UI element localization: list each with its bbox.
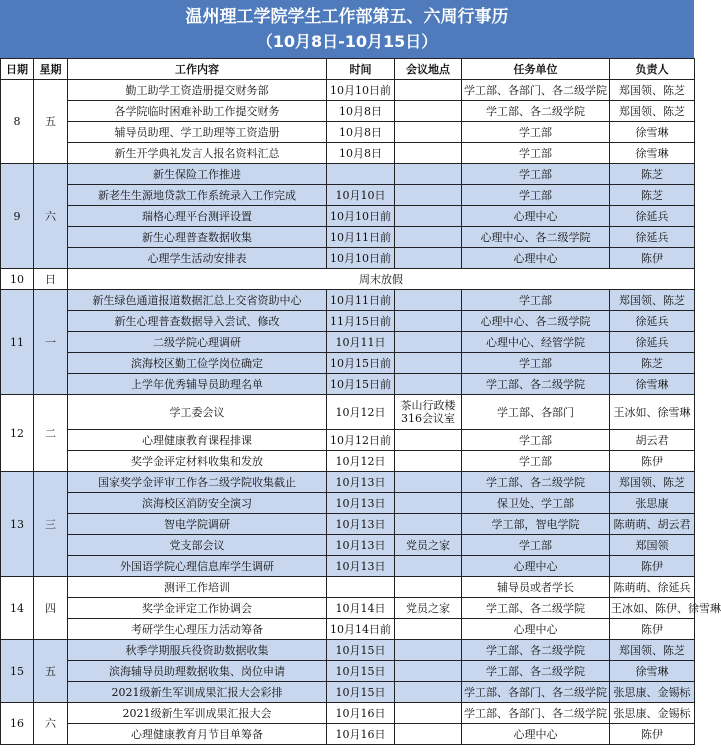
table-row [1,122,695,143]
table-row [1,101,695,122]
cell-location [395,514,462,535]
table-row [1,248,695,269]
table-row [1,353,695,374]
schedule-table [0,58,721,745]
cell-task: 新生开学典礼发言人报名资料汇总 [68,143,327,164]
cell-time: 10月10日前 [327,248,395,269]
cell-unit: 心理中心 [462,619,610,640]
cell-location [395,80,462,101]
cell-owner: 陈伊 [610,451,695,472]
cell-task: 上学年优秀辅导员助理名单 [68,374,327,395]
cell-time: 10月11日前 [327,290,395,311]
cell-time: 10月14日前 [327,619,395,640]
cell-unit: 学工部 [462,290,610,311]
table-row [1,682,695,703]
cell-task: 秋季学期服兵役资助数据收集 [68,640,327,661]
header-unit: 任务单位 [462,59,610,80]
cell-location [395,164,462,185]
cell-unit: 心理中心、经管学院 [462,332,610,353]
cell-task: 奖学金评定工作协调会 [68,598,327,619]
cell-unit: 学工部、各二级学院 [462,661,610,682]
table-row [1,493,695,514]
cell-location [395,101,462,122]
cell-owner: 陈萌萌、徐延兵 [610,577,695,598]
cell-owner: 陈芝 [610,185,695,206]
cell-owner: 陈伊 [610,248,695,269]
cell-unit: 学工部、各二级学院 [462,598,610,619]
cell-location [395,682,462,703]
table-row [1,269,695,290]
cell-task: 学工委会议 [68,395,327,430]
cell-task: 滨海校区消防安全演习 [68,493,327,514]
cell-owner: 张思康 [610,493,695,514]
cell-owner: 徐雪琳 [610,122,695,143]
cell-unit: 心理中心、各二级学院 [462,311,610,332]
cell-owner: 王冰如、徐雪琳 [610,395,695,430]
cell-task: 外国语学院心理信息库学生调研 [68,556,327,577]
cell-location [395,493,462,514]
cell-unit: 学工部、各部门、各二级学院 [462,80,610,101]
cell-unit: 学工部、各部门 [462,395,610,430]
cell-unit: 学工部 [462,430,610,451]
cell-unit: 保卫处、学工部 [462,493,610,514]
cell-time: 10月10日前 [327,206,395,227]
cell-location [395,206,462,227]
cell-time: 10月15日 [327,640,395,661]
cell-owner: 陈芝 [610,164,695,185]
table-row [1,703,695,724]
header-date: 日期 [1,59,34,80]
header-owner: 负责人 [610,59,695,80]
cell-time: 10月14日 [327,598,395,619]
cell-location [395,332,462,353]
cell-location [395,619,462,640]
table-row [1,577,695,598]
table-row [1,535,695,556]
table-row [1,143,695,164]
cell-unit: 学工部 [462,535,610,556]
cell-weekday: 二 [34,395,68,472]
cell-time: 10月16日 [327,703,395,724]
cell-location [395,290,462,311]
cell-owner: 郑国领 [610,535,695,556]
cell-location: 茶山行政楼316会议室 [395,395,462,430]
cell-time: 10月8日 [327,122,395,143]
cell-task: 新老生生源地贷款工作系统录入工作完成 [68,185,327,206]
cell-time: 10月8日 [327,101,395,122]
cell-unit: 心理中心 [462,248,610,269]
cell-location [395,122,462,143]
cell-owner: 郑国领、陈芝 [610,472,695,493]
cell-unit: 学工部、各二级学院 [462,374,610,395]
cell-location: 党员之家 [395,598,462,619]
cell-task: 心理学生活动安排表 [68,248,327,269]
cell-owner: 徐雪琳 [610,143,695,164]
cell-time: 10月13日 [327,493,395,514]
cell-task: 智电学院调研 [68,514,327,535]
cell-time: 10月11日前 [327,227,395,248]
cell-owner: 陈伊 [610,556,695,577]
cell-owner: 徐雪琳 [610,661,695,682]
cell-location [395,703,462,724]
table-row [1,640,695,661]
cell-location [395,556,462,577]
cell-owner: 张思康、金锡标 [610,682,695,703]
cell-task: 考研学生心理压力活动筹备 [68,619,327,640]
cell-task: 各学院临时困难补助工作提交财务 [68,101,327,122]
cell-unit: 学工部 [462,164,610,185]
cell-task: 勤工助学工资造册提交财务部 [68,80,327,101]
cell-time: 10月15日前 [327,374,395,395]
cell-time: 10月8日 [327,143,395,164]
cell-owner: 陈伊 [610,619,695,640]
cell-date: 8 [1,80,34,164]
cell-owner: 郑国领、陈芝 [610,101,695,122]
cell-task: 心理健康教育月节目单筹备 [68,724,327,745]
table-row [1,185,695,206]
cell-location [395,661,462,682]
cell-time: 10月10日前 [327,80,395,101]
cell-task: 二级学院心理调研 [68,332,327,353]
cell-unit: 心理中心、各二级学院 [462,227,610,248]
cell-owner: 陈伊 [610,724,695,745]
table-row [1,80,695,101]
cell-weekday: 六 [34,164,68,269]
cell-location [395,143,462,164]
cell-time: 10月13日 [327,556,395,577]
cell-time: 10月13日 [327,535,395,556]
cell-unit: 学工部 [462,122,610,143]
cell-time: 10月11日 [327,332,395,353]
cell-date: 16 [1,703,34,745]
table-row [1,556,695,577]
cell-unit: 学工部 [462,185,610,206]
table-row [1,451,695,472]
cell-unit: 学工部 [462,451,610,472]
table-row [1,619,695,640]
title-date-range: （10月8日-10月15日） [256,32,438,51]
cell-time: 11月15日前 [327,311,395,332]
cell-weekday: 三 [34,472,68,577]
cell-task: 辅导员助理、学工助理等工资造册 [68,122,327,143]
cell-owner: 徐延兵 [610,227,695,248]
cell-date: 9 [1,164,34,269]
cell-task: 新生心理普查数据导入尝试、修改 [68,311,327,332]
cell-date: 12 [1,395,34,472]
table-row [1,430,695,451]
cell-unit: 学工部 [462,143,610,164]
cell-task: 新生保险工作推进 [68,164,327,185]
cell-time: 10月15日前 [327,353,395,374]
table-row [1,661,695,682]
table-row [1,472,695,493]
cell-task: 2021级新生军训成果汇报大会 [68,703,327,724]
cell-task: 瑞格心理平台测评设置 [68,206,327,227]
table-row [1,311,695,332]
cell-time: 10月15日 [327,682,395,703]
cell-unit: 学工部、各二级学院 [462,640,610,661]
table-row [1,227,695,248]
cell-owner: 胡云君 [610,430,695,451]
header-row [1,59,695,80]
cell-task: 滨海校区勤工俭学岗位确定 [68,353,327,374]
table-row [1,290,695,311]
cell-unit: 学工部、各二级学院 [462,472,610,493]
cell-owner: 徐延兵 [610,332,695,353]
cell-location [395,577,462,598]
cell-time: 10月13日 [327,514,395,535]
schedule-body [1,80,721,745]
cell-owner: 郑国领、陈芝 [610,640,695,661]
cell-unit: 心理中心 [462,206,610,227]
cell-location: 党员之家 [395,535,462,556]
cell-owner: 徐雪琳 [610,374,695,395]
cell-task: 党支部会议 [68,535,327,556]
cell-unit: 学工部 [462,353,610,374]
table-row [1,332,695,353]
cell-time [327,164,395,185]
cell-location [395,353,462,374]
title-main: 温州理工学院学生工作部第五、六周行事历 [185,7,509,27]
cell-weekday: 四 [34,577,68,640]
cell-weekday: 五 [34,640,68,703]
table-row [1,598,695,619]
cell-task: 国家奖学金评审工作各二级学院收集截止 [68,472,327,493]
cell-owner: 王冰如、陈伊、徐雪琳 [610,598,695,619]
table-row [1,395,695,430]
cell-location [395,185,462,206]
cell-task: 新生绿色通道报道数据汇总上交省资助中心 [68,290,327,311]
cell-owner: 徐延兵 [610,311,695,332]
cell-unit: 学工部，智电学院 [462,514,610,535]
cell-weekday: 六 [34,703,68,745]
cell-task: 心理健康教育课程排课 [68,430,327,451]
cell-owner: 张思康、金锡标 [610,703,695,724]
cell-owner: 郑国领、陈芝 [610,290,695,311]
cell-date: 15 [1,640,34,703]
cell-unit: 心理中心 [462,556,610,577]
table-row [1,374,695,395]
cell-time: 10月15日 [327,661,395,682]
header-location: 会议地点 [395,59,462,80]
cell-location [395,472,462,493]
cell-owner: 陈芝 [610,353,695,374]
cell-unit: 辅导员或者学长 [462,577,610,598]
cell-time: 10月12日前 [327,430,395,451]
cell-weekday: 五 [34,80,68,164]
cell-date: 14 [1,577,34,640]
table-row [1,724,695,745]
cell-location [395,640,462,661]
cell-date: 13 [1,472,34,577]
cell-unit: 学工部、各部门、各二级学院 [462,703,610,724]
cell-task: 2021级新生军训成果汇报大会彩排 [68,682,327,703]
cell-weekday: 日 [34,269,68,290]
cell-date: 10 [1,269,34,290]
cell-task: 奖学金评定材料收集和发放 [68,451,327,472]
cell-unit: 学工部、各部门、各二级学院 [462,682,610,703]
cell-owner: 郑国领、陈芝 [610,80,695,101]
header-time: 时间 [327,59,395,80]
cell-task: 测评工作培训 [68,577,327,598]
cell-unit: 心理中心 [462,724,610,745]
cell-location [395,451,462,472]
cell-time: 10月12日 [327,395,395,430]
header-task: 工作内容 [68,59,327,80]
cell-owner: 陈萌萌、胡云君 [610,514,695,535]
cell-unit: 学工部、各二级学院 [462,101,610,122]
header-weekday: 星期 [34,59,68,80]
cell-location [395,374,462,395]
cell-time: 10月16日 [327,724,395,745]
cell-owner: 徐延兵 [610,206,695,227]
cell-location [395,430,462,451]
cell-task: 滨海辅导员助理数据收集、岗位申请 [68,661,327,682]
cell-note: 周末放假 [68,269,695,290]
cell-date: 11 [1,290,34,395]
cell-time: 10月12日 [327,451,395,472]
table-row [1,514,695,535]
cell-time [327,577,395,598]
cell-time: 10月13日 [327,472,395,493]
cell-location [395,311,462,332]
cell-location [395,227,462,248]
table-row [1,164,695,185]
cell-task: 新生心理普查数据收集 [68,227,327,248]
cell-location [395,248,462,269]
page-title [0,0,694,58]
cell-location [395,724,462,745]
cell-weekday: 一 [34,290,68,395]
cell-time: 10月10日 [327,185,395,206]
table-row [1,206,695,227]
